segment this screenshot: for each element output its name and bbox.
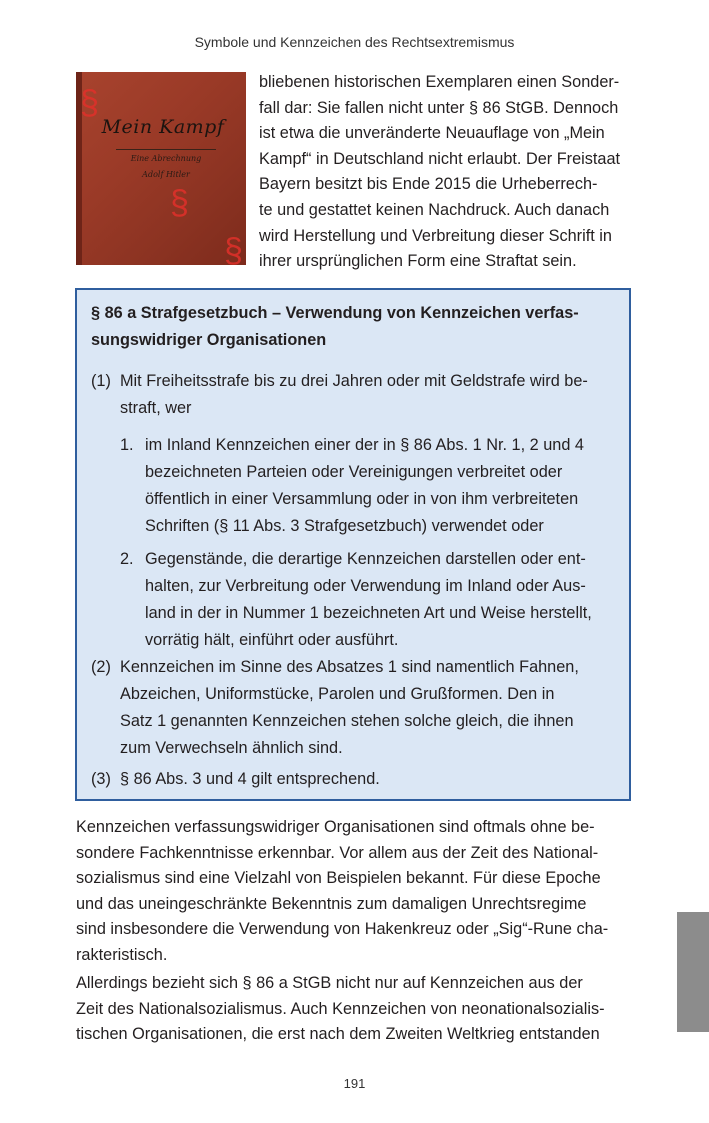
text-line: wird Herstellung und Verbreitung dieser Schrift in: [259, 226, 612, 245]
text-line: und das uneingeschränkte Bekenntnis zum damaligen Unrechtsregime: [76, 894, 587, 913]
text-line: zum Verwechseln ähnlich sind.: [120, 739, 343, 757]
text-line: halten, zur Verbreitung oder Verwendung im Inland oder Aus-: [145, 577, 586, 595]
text-line: Satz 1 genannten Kennzeichen stehen solche gleich, die ihnen: [120, 712, 574, 730]
text-line: Mit Freiheitsstrafe bis zu drei Jahren oder mit Geldstrafe wird be-: [120, 372, 588, 390]
paragraph-number: (3): [91, 770, 111, 788]
text-line: Zeit des Nationalsozialismus. Auch Kennzeichen von neonationalsozialis-: [76, 999, 605, 1018]
running-header: Symbole und Kennzeichen des Rechtsextremismus: [194, 34, 515, 50]
law-title-line: § 86 a Strafgesetzbuch – Verwendung von Kennzeichen verfas-: [91, 304, 579, 322]
law-title: [91, 300, 611, 354]
law-excerpt-box: [75, 288, 631, 801]
text-line: Abzeichen, Uniformstücke, Parolen und Grußformen. Den in: [120, 685, 555, 703]
item-number: 1.: [120, 436, 134, 454]
text-line: fall dar: Sie fallen nicht unter § 86 StGB. Dennoch: [259, 98, 619, 117]
body-paragraph-2: [76, 971, 631, 1048]
text-line: Allerdings bezieht sich § 86 a StGB nicht nur auf Kennzeichen aus der: [76, 974, 583, 992]
text-line: vorrätig hält, einführt oder ausführt.: [145, 631, 399, 649]
text-line: Bayern besitzt bis Ende 2015 die Urheberrech-: [259, 175, 598, 194]
text-line: Gegenstände, die derartige Kennzeichen darstellen oder ent-: [145, 550, 586, 568]
paragraph-symbol-mark: §: [224, 232, 243, 265]
chapter-thumb-tab: [677, 912, 709, 1032]
text-line: straft, wer: [120, 399, 192, 417]
law-title-line: sungswidriger Organisationen: [91, 331, 327, 349]
book-cover-image: [76, 72, 246, 265]
item-number: 2.: [120, 550, 134, 568]
body-paragraph-1: [76, 815, 631, 969]
text-line: sondere Fachkenntnisse erkennbar. Vor allem aus der Zeit des National-: [76, 843, 599, 862]
book-subtitle: Eine Abrechnung: [130, 154, 202, 163]
text-line: sind insbesondere die Verwendung von Hakenkreuz oder „Sig“-Rune cha-: [76, 920, 609, 939]
text-line: te und gestattet keinen Nachdruck. Auch danach: [259, 200, 610, 219]
paragraph-symbol-mark: §: [170, 184, 189, 222]
text-line: tischen Organisationen, die erst nach dem Zweiten Weltkrieg entstanden: [76, 1025, 600, 1044]
text-line: Kennzeichen verfassungswidriger Organisationen sind oftmals ohne be-: [76, 818, 595, 836]
text-line: rakteristisch.: [76, 945, 168, 964]
intro-paragraph: [259, 70, 631, 275]
page-number: 191: [343, 1076, 366, 1091]
text-line: Kennzeichen im Sinne des Absatzes 1 sind namentlich Fahnen,: [120, 658, 579, 676]
text-line: § 86 Abs. 3 und 4 gilt entsprechend.: [120, 770, 380, 788]
book-title: Mein Kampf: [101, 116, 225, 138]
text-line: sozialismus sind eine Vielzahl von Beispielen bekannt. Für diese Epoche: [76, 869, 601, 888]
text-line: öffentlich in einer Versammlung oder in von ihm verbreiteten: [145, 490, 579, 508]
text-line: bezeichneten Parteien oder Vereinigungen verbreitet oder: [145, 463, 563, 481]
paragraph-number: (2): [91, 658, 111, 676]
text-line: ihrer ursprünglichen Form eine Straftat sein.: [259, 252, 577, 271]
paragraph-number: (1): [91, 372, 111, 390]
text-line: Kampf“ in Deutschland nicht erlaubt. Der Freistaat: [259, 149, 621, 168]
text-line: Schriften (§ 11 Abs. 3 Strafgesetzbuch) verwendet oder: [145, 517, 544, 535]
text-line: im Inland Kennzeichen einer der in § 86 Abs. 1 Nr. 1, 2 und 4: [145, 436, 584, 454]
book-author: Adolf Hitler: [142, 170, 190, 179]
paragraph-watermark-icons: [76, 72, 246, 265]
text-line: land in der in Nummer 1 bezeichneten Art und Weise herstellt,: [145, 604, 592, 622]
text-line: ist etwa die unveränderte Neuauflage von „Mein: [259, 124, 605, 143]
paragraph-symbol-mark: §: [80, 84, 99, 122]
text-line: bliebenen historischen Exemplaren einen Sonder-: [259, 73, 620, 91]
